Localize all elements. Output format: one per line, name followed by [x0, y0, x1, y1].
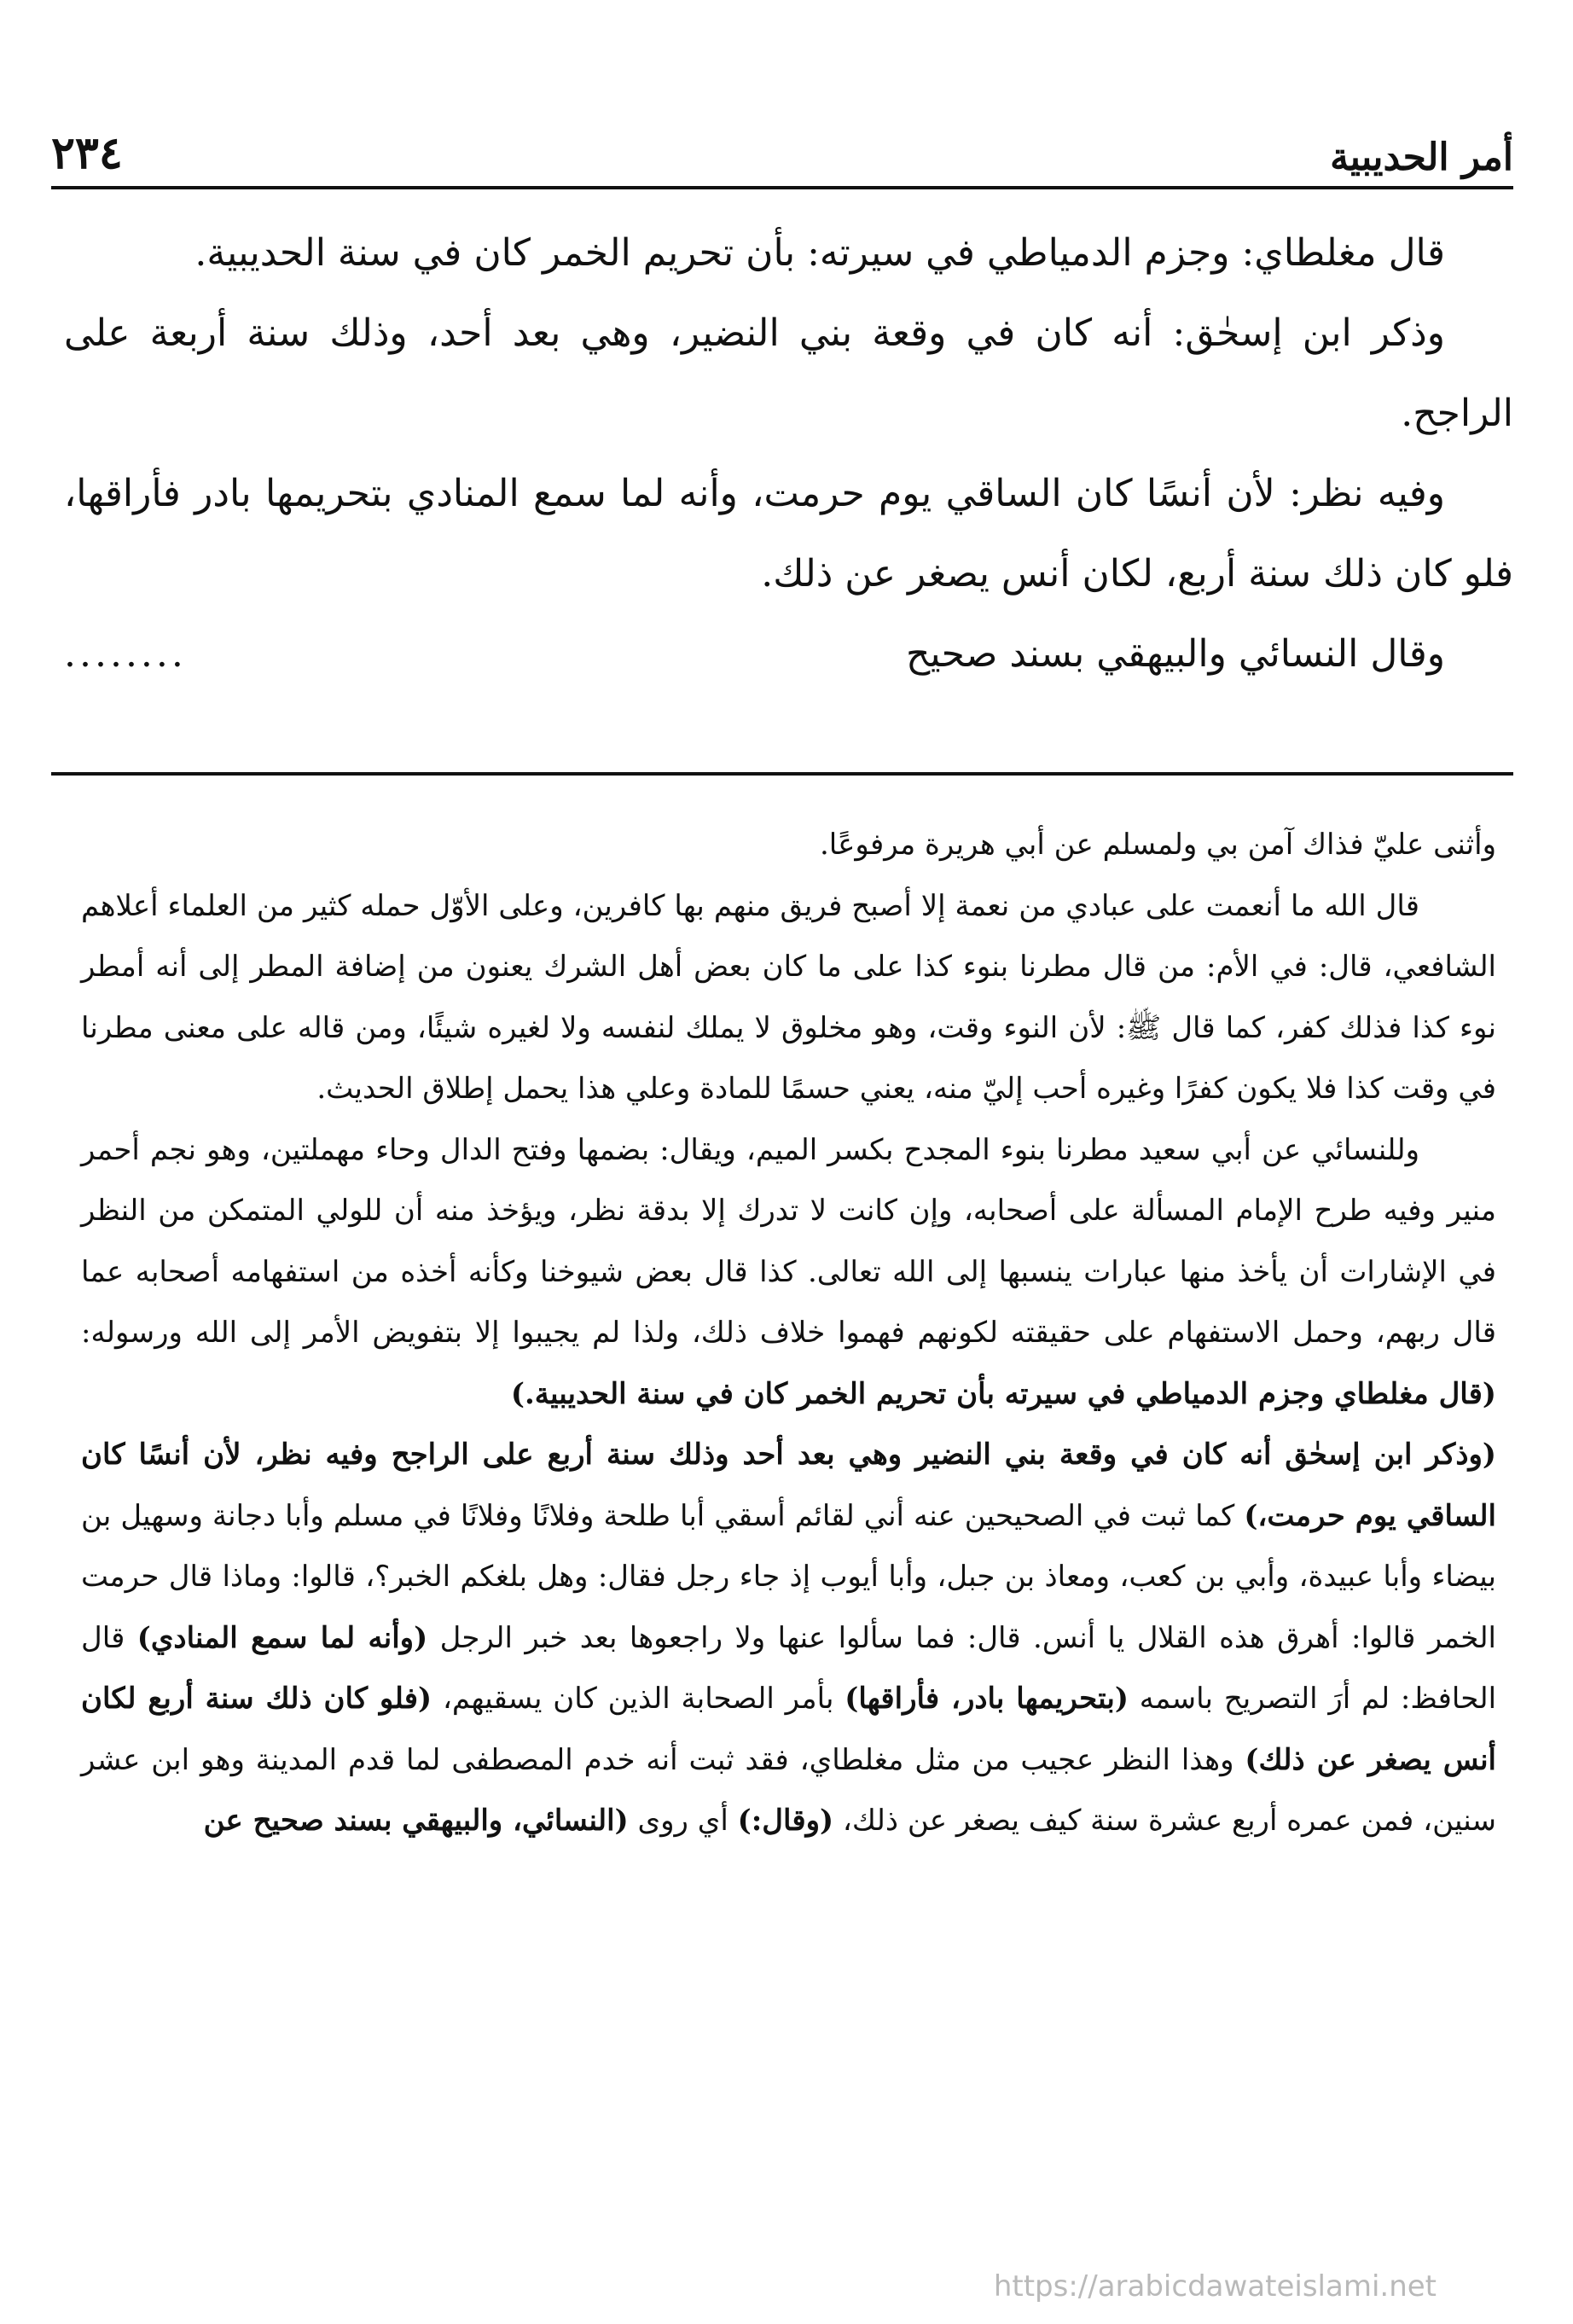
quoted-matn-5: (فلو كان ذلك سنة أربع لكان أنس يصغر عن ذلك): [81, 1682, 1496, 1777]
main-paragraph-4-text: وقال النسائي والبيهقي بسند صحيح: [905, 632, 1445, 676]
quoted-matn-6: (وقال:): [737, 1804, 834, 1838]
commentary-p4-text-c: بأمر الصحابة الذين كان يسقيهم،: [442, 1682, 834, 1716]
commentary-paragraph-2: قال الله ما أنعمت على عبادي من نعمة إلا أصبح فريق منهم بها كافرين، وعلى الأوّل حمله كثير من العلماء أعلاهم الشافعي، قال: في الأم: من قال مطرنا بنوء كذا على ما كان بعض أهل الشرك يعنون من إضافة المطر إلى أنه أمطر نوء كذا فذلك كفر، كما قال ﷺ: لأن النوء وقت، وهو مخلوق لا يملك لنفسه ولا لغيره شيئًا، ومن قاله على معنى مطرنا في وقت كذا فلا يكون كفرًا وغيره أحب إليّ منه، يعني حسمًا للمادة وعلي هذا يحمل إطلاق الحديث.: [81, 888, 1496, 1106]
commentary-p4-text-d: وهذا النظر عجيب من مثل مغلطاي، فقد ثبت أنه خدم المصطفى لما قدم المدينة وهو ابن عشر سنين، فمن عمره أربع عشرة سنة كيف يصغر عن ذلك،: [81, 1742, 1496, 1838]
quoted-matn-1: (قال مغلطاي وجزم الدمياطي في سيرته بأن تحريم الخمر كان في سنة الحديبية.): [510, 1376, 1496, 1411]
running-title: أمر الحديبية: [1330, 136, 1513, 179]
commentary-p4-text-a: كما ثبت في الصحيحين عنه أني لقائم أسقي أبا طلحة وفلانًا وفلانًا في مسلم وأبا دجانة وسهيل بن بيضاء وأبا عبيدة، وأبي بن كعب، ومعاذ بن جبل، وأبا أيوب إذ جاء رجل فقال: وهل بلغكم الخبر؟، قالوا: وماذا قال حرمت الخمر قالوا: أهرق هذه القلال يا أنس. قال: فما سألوا عنها ولا راجعوها بعد خبر الرجل: [81, 1498, 1497, 1655]
commentary-p4-text-e: أي روى: [637, 1804, 728, 1838]
main-text: [64, 213, 1513, 694]
page-number: ٢٣٤: [51, 127, 123, 179]
main-paragraph-2: وذكر ابن إسحٰق: أنه كان في وقعة بني النضير، وهي بعد أحد، وذلك سنة أربعة على الراجح.: [64, 311, 1513, 435]
watermark-url: https://arabicdawateislami.net: [993, 2269, 1437, 2304]
main-paragraph-4: [64, 614, 1513, 694]
commentary-paragraph-1: وأثنى عليّ فذاك آمن بي ولمسلم عن أبي هريرة مرفوعًا.: [819, 828, 1496, 862]
main-paragraph-1: قال مغلطاي: وجزم الدمياطي في سيرته: بأن تحريم الخمر كان في سنة الحديبية.: [194, 231, 1445, 275]
commentary-p4-text-b: قال الحافظ: لم أرَ التصريح باسمه: [81, 1620, 1497, 1716]
commentary-paragraph-4: [81, 1425, 1496, 1852]
commentary-paragraph-3: [81, 1120, 1496, 1426]
page-header: [51, 102, 1513, 179]
quoted-matn-7: (النسائي، والبيهقي بسند صحيح عن: [203, 1804, 629, 1838]
quoted-matn-4: (بتحريمها بادر، فأراقها): [845, 1682, 1129, 1716]
continuation-dots: ........: [64, 632, 187, 676]
header-rule: [51, 186, 1513, 189]
quoted-matn-3: (وأنه لما سمع المنادي): [136, 1620, 428, 1655]
main-paragraph-3: وفيه نظر: لأن أنسًا كان الساقي يوم حرمت، وأنه لما سمع المنادي بتحريمها بادر فأراقها، فلو كان ذلك سنة أربع، لكان أنس يصغر عن ذلك.: [64, 472, 1513, 596]
commentary-p3-text: وللنسائي عن أبي سعيد مطرنا بنوء المجدح بكسر الميم، ويقال: بضمها وفتح الدال وحاء مهملتين، وهو نجم أحمر منير وفيه طرح الإمام المسألة على أصحابه، وإن كانت لا تدرك إلا بدقة نظر، ويؤخذ منه أن للولي المتمكن من النظر في الإشارات أن يأخذ منها عبارات ينسبها إلى الله تعالى. كذا قال بعض شيوخنا وكأنه أخذه من استفهامه أصحابه عما قال ربهم، وحمل الاستفهام على حقيقته لكونهم فهموا خلاف ذلك، ولذا لم يجيبوا إلا بتفويض الأمر إلى الله ورسوله:: [81, 1132, 1496, 1350]
section-divider: [51, 772, 1513, 776]
quoted-matn-2: (وذكر ابن إسحٰق أنه كان في وقعة بني النضير وهي بعد أحد وذلك سنة أربع على الراجح وفيه نظر، لأن أنسًا كان الساقي يوم حرمت،): [81, 1438, 1496, 1533]
commentary-text: [81, 815, 1496, 1852]
